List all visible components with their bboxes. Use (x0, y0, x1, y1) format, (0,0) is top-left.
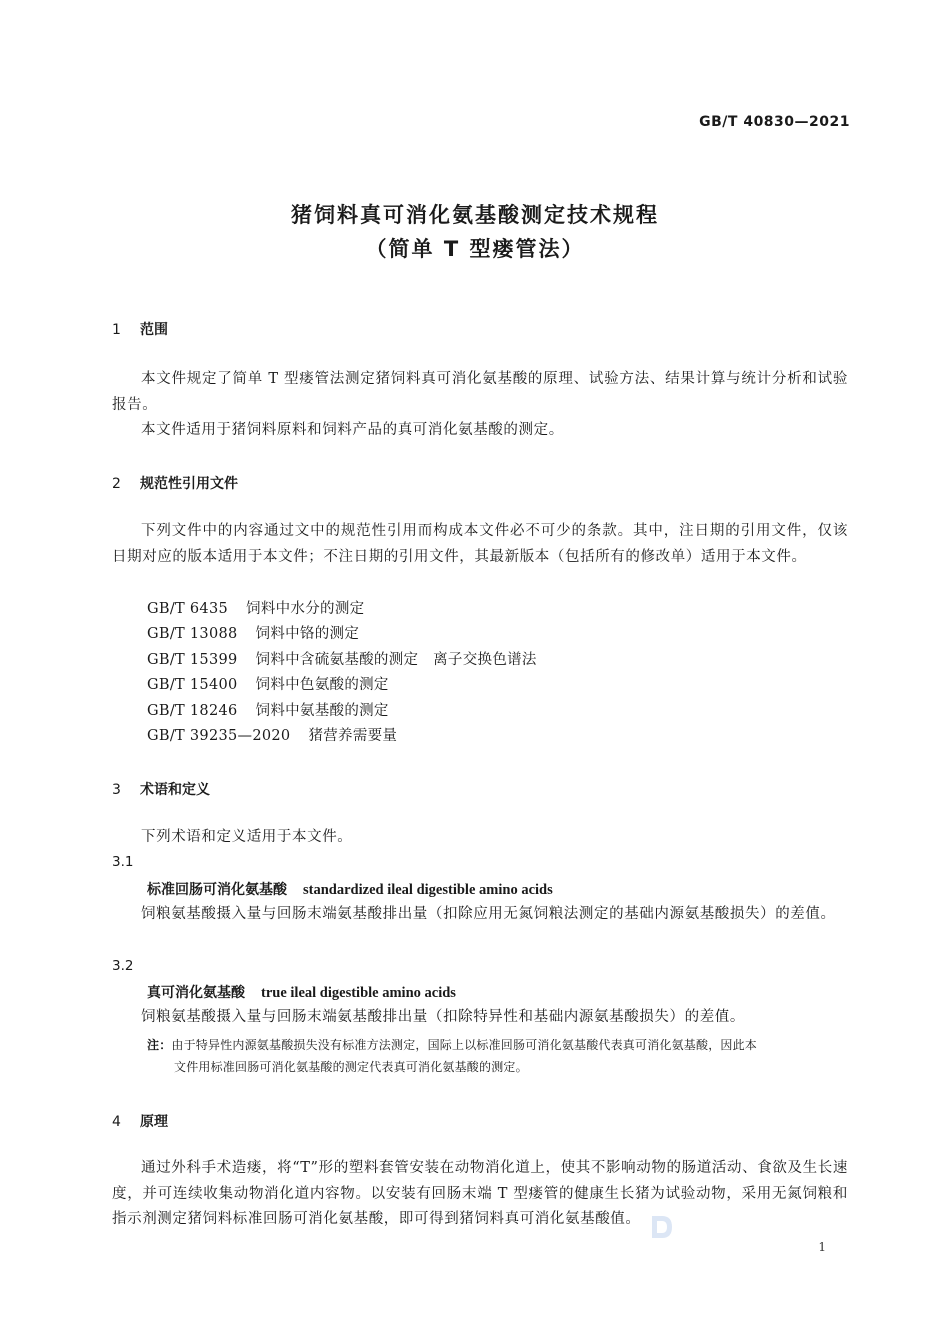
reference-code: GB/T 15399 (147, 652, 238, 668)
normative-references-paragraph: 下列文件中的内容通过文中的规范性引用而构成本文件必不可少的条款。其中，注日期的引用文件，仅该日期对应的版本适用于本文件；不注日期的引用文件，其最新版本（包括所有的修改单）适用于本文件。 (112, 523, 848, 565)
section-1-heading (112, 319, 168, 339)
principle-paragraph: 通过外科手术造瘘，将“T”形的塑料套管安装在动物消化道上，使其不影响动物的肠道活动、食欲及生长速度，并可连续收集动物消化道内容物。以安装有回肠末端 T 型瘘管的健康生长猪为试验动物，采用无氮饲粮和指示剂测定猪饲料标准回肠可消化氨基酸，即可得到猪饲料真可消化氨基酸值。 (112, 1160, 848, 1227)
reference-title: 猪营养需要量 (308, 728, 398, 744)
reference-title: 饲料中氨基酸的测定 (255, 703, 389, 719)
reference-code: GB/T 39235—2020 (147, 728, 291, 744)
term-definition: 饲粮氨基酸摄入量与回肠末端氨基酸排出量（扣除应用无氮饲粮法测定的基础内源氨基酸损失）的差值。 (141, 906, 836, 922)
scope-paragraph-2: 本文件适用于猪饲料原料和饲料产品的真可消化氨基酸的测定。 (141, 422, 564, 438)
term-english: true ileal digestible amino acids (261, 985, 456, 1001)
reference-title: 饲料中铬的测定 (255, 626, 360, 642)
section-number: 4 (112, 1114, 121, 1130)
reference-title: 饲料中含硫氨基酸的测定 离子交换色谱法 (255, 652, 537, 668)
reference-item (147, 597, 364, 618)
reference-code: GB/T 6435 (147, 601, 229, 617)
terms-intro-paragraph: 下列术语和定义适用于本文件。 (141, 829, 353, 845)
term-definition: 饲粮氨基酸摄入量与回肠末端氨基酸排出量（扣除特异性和基础内源氨基酸损失）的差值。 (141, 1009, 745, 1025)
section-title: 范围 (140, 322, 168, 338)
scope-paragraph-1: 本文件规定了简单 T 型瘘管法测定猪饲料真可消化氨基酸的原理、试验方法、结果计算与统计分析和试验报告。 (112, 371, 848, 413)
section-3-heading (112, 779, 210, 799)
section-4-heading (112, 1111, 168, 1131)
note-label: 注： (147, 1038, 172, 1052)
term-chinese: 真可消化氨基酸 (147, 985, 245, 1001)
watermark-logo-icon (646, 1212, 676, 1242)
reference-code: GB/T 18246 (147, 703, 238, 719)
reference-item (147, 699, 389, 720)
standard-number: GB/T 40830—2021 (699, 114, 850, 130)
reference-code: GB/T 13088 (147, 626, 238, 642)
term-number: 3.1 (112, 854, 134, 870)
page-number: 1 (818, 1240, 826, 1254)
term-number: 3.2 (112, 958, 134, 974)
reference-title: 饲料中色氨酸的测定 (255, 677, 389, 693)
reference-item (147, 673, 389, 694)
term-heading (147, 879, 553, 899)
section-2-heading (112, 473, 238, 493)
reference-title: 饲料中水分的测定 (246, 601, 365, 617)
section-number: 1 (112, 322, 121, 338)
term-english: standardized ileal digestible amino acids (303, 882, 553, 898)
document-title: 猪饲料真可消化氨基酸测定技术规程 (291, 203, 659, 227)
section-title: 术语和定义 (140, 782, 210, 798)
term-heading (147, 982, 456, 1002)
note-block (147, 1034, 850, 1078)
reference-item (147, 724, 397, 745)
document-subtitle: （简单 T 型瘘管法） (365, 237, 585, 261)
section-number: 2 (112, 476, 121, 492)
section-title: 原理 (140, 1114, 168, 1130)
reference-code: GB/T 15400 (147, 677, 238, 693)
note-text-line-1: 由于特异性内源氨基酸损失没有标准方法测定，国际上以标准回肠可消化氨基酸代表真可消化氨基酸，因此本 (171, 1038, 758, 1052)
section-number: 3 (112, 782, 121, 798)
term-chinese: 标准回肠可消化氨基酸 (147, 882, 287, 898)
reference-item (147, 648, 537, 669)
note-text-line-2: 文件用标准回肠可消化氨基酸的测定代表真可消化氨基酸的测定。 (174, 1060, 528, 1074)
section-title: 规范性引用文件 (140, 476, 238, 492)
reference-item (147, 622, 359, 643)
